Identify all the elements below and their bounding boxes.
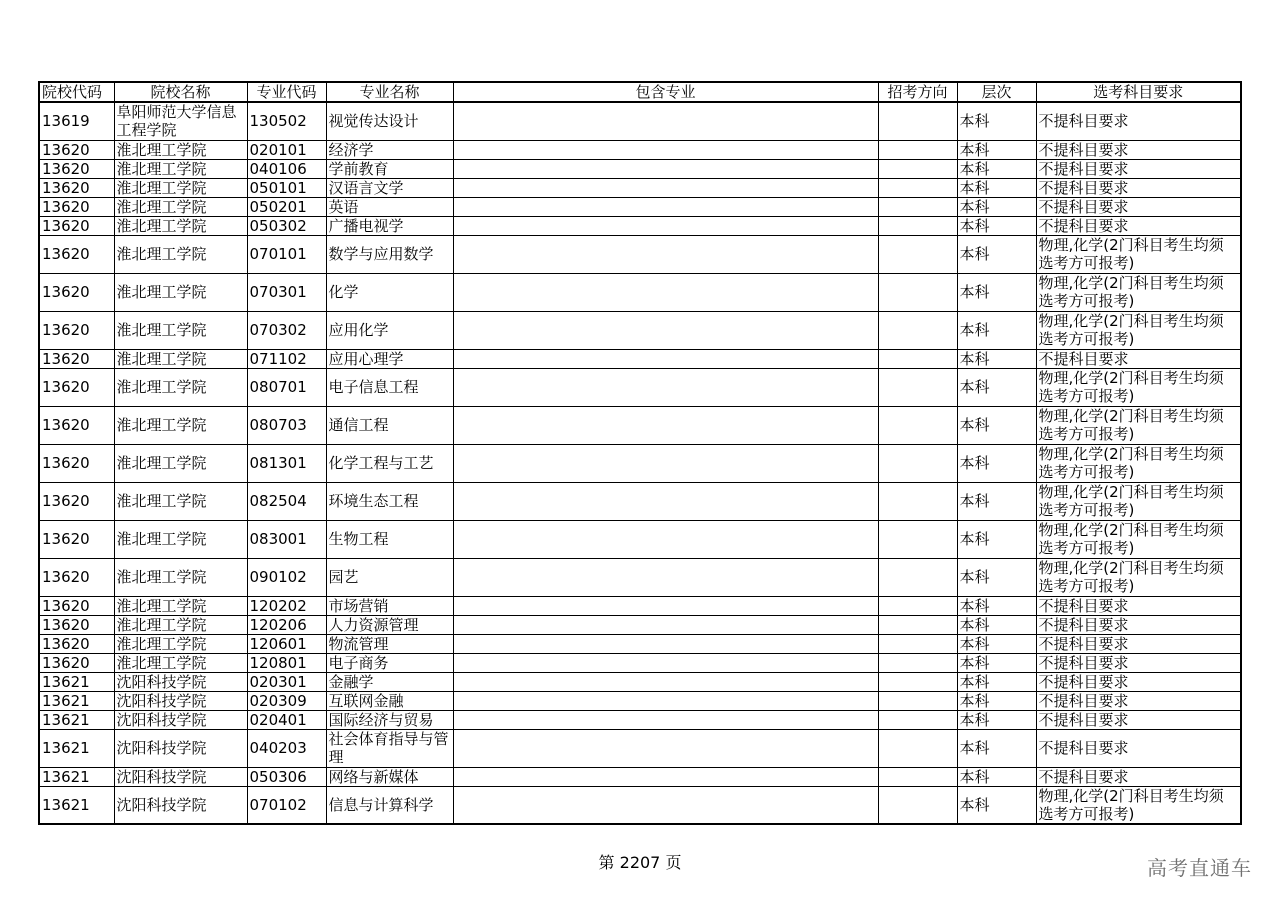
cell-major-name: 应用化学 [326, 311, 453, 349]
cell-major-name: 人力资源管理 [326, 615, 453, 634]
cell-major-code: 120202 [247, 596, 326, 615]
cell-level: 本科 [957, 691, 1036, 710]
cell-level: 本科 [957, 197, 1036, 216]
table-row [39, 615, 1241, 634]
cell-subject-requirement: 不提科目要求 [1036, 140, 1241, 159]
cell-subject-requirement: 不提科目要求 [1036, 634, 1241, 653]
cell-school-name: 淮北理工学院 [114, 634, 247, 653]
cell-school-code: 13621 [39, 786, 114, 824]
cell-subject-requirement: 不提科目要求 [1036, 729, 1241, 767]
cell-included-majors [453, 368, 878, 406]
cell-major-code: 070302 [247, 311, 326, 349]
cell-major-code: 120206 [247, 615, 326, 634]
cell-school-name: 淮北理工学院 [114, 140, 247, 159]
cell-major-name: 园艺 [326, 558, 453, 596]
cell-major-name: 通信工程 [326, 406, 453, 444]
cell-major-code: 070102 [247, 786, 326, 824]
cell-school-name: 淮北理工学院 [114, 558, 247, 596]
cell-level: 本科 [957, 596, 1036, 615]
cell-level: 本科 [957, 672, 1036, 691]
cell-major-code: 020301 [247, 672, 326, 691]
cell-level: 本科 [957, 767, 1036, 786]
cell-included-majors [453, 691, 878, 710]
cell-level: 本科 [957, 406, 1036, 444]
cell-subject-requirement: 不提科目要求 [1036, 197, 1241, 216]
cell-major-name: 汉语言文学 [326, 178, 453, 197]
cell-included-majors [453, 634, 878, 653]
cell-included-majors [453, 558, 878, 596]
cell-school-name: 淮北理工学院 [114, 349, 247, 368]
cell-major-name: 数学与应用数学 [326, 235, 453, 273]
cell-school-name: 沈阳科技学院 [114, 786, 247, 824]
cell-major-code: 050201 [247, 197, 326, 216]
table-row [39, 710, 1241, 729]
cell-major-name: 应用心理学 [326, 349, 453, 368]
cell-level: 本科 [957, 235, 1036, 273]
cell-level: 本科 [957, 178, 1036, 197]
cell-major-name: 学前教育 [326, 159, 453, 178]
cell-direction [878, 767, 957, 786]
cell-direction [878, 558, 957, 596]
cell-subject-requirement: 不提科目要求 [1036, 767, 1241, 786]
cell-school-name: 沈阳科技学院 [114, 710, 247, 729]
table-header-row [39, 82, 1241, 102]
cell-major-name: 环境生态工程 [326, 482, 453, 520]
cell-school-code: 13620 [39, 159, 114, 178]
cell-major-name: 电子商务 [326, 653, 453, 672]
cell-direction [878, 159, 957, 178]
cell-school-name: 淮北理工学院 [114, 444, 247, 482]
cell-included-majors [453, 140, 878, 159]
cell-direction [878, 349, 957, 368]
cell-school-code: 13619 [39, 102, 114, 140]
cell-major-name: 英语 [326, 197, 453, 216]
cell-subject-requirement: 物理,化学(2门科目考生均须选考方可报考) [1036, 482, 1241, 520]
cell-included-majors [453, 596, 878, 615]
table-row [39, 558, 1241, 596]
cell-subject-requirement: 物理,化学(2门科目考生均须选考方可报考) [1036, 406, 1241, 444]
cell-included-majors [453, 653, 878, 672]
cell-major-name: 化学工程与工艺 [326, 444, 453, 482]
cell-included-majors [453, 197, 878, 216]
cell-major-name: 网络与新媒体 [326, 767, 453, 786]
cell-level: 本科 [957, 349, 1036, 368]
cell-major-name: 生物工程 [326, 520, 453, 558]
enrollment-table [38, 81, 1242, 825]
cell-direction [878, 710, 957, 729]
cell-school-code: 13620 [39, 178, 114, 197]
cell-major-code: 040106 [247, 159, 326, 178]
cell-major-code: 120801 [247, 653, 326, 672]
cell-major-name: 互联网金融 [326, 691, 453, 710]
table-row [39, 311, 1241, 349]
header-cell: 包含专业 [453, 82, 878, 102]
cell-subject-requirement: 不提科目要求 [1036, 349, 1241, 368]
cell-major-code: 020309 [247, 691, 326, 710]
cell-direction [878, 311, 957, 349]
cell-subject-requirement: 不提科目要求 [1036, 159, 1241, 178]
table-row [39, 634, 1241, 653]
cell-direction [878, 482, 957, 520]
cell-level: 本科 [957, 159, 1036, 178]
table-row [39, 140, 1241, 159]
cell-school-name: 淮北理工学院 [114, 520, 247, 558]
cell-direction [878, 368, 957, 406]
table-row [39, 235, 1241, 273]
cell-subject-requirement: 不提科目要求 [1036, 691, 1241, 710]
cell-major-code: 080701 [247, 368, 326, 406]
cell-major-code: 090102 [247, 558, 326, 596]
cell-major-name: 社会体育指导与管理 [326, 729, 453, 767]
cell-school-code: 13620 [39, 311, 114, 349]
cell-major-code: 071102 [247, 349, 326, 368]
table-row [39, 482, 1241, 520]
cell-level: 本科 [957, 444, 1036, 482]
cell-included-majors [453, 216, 878, 235]
cell-school-name: 沈阳科技学院 [114, 767, 247, 786]
header-cell: 院校代码 [39, 82, 114, 102]
cell-school-code: 13620 [39, 235, 114, 273]
cell-school-code: 13620 [39, 368, 114, 406]
cell-school-name: 淮北理工学院 [114, 197, 247, 216]
cell-direction [878, 615, 957, 634]
cell-included-majors [453, 520, 878, 558]
table-row [39, 178, 1241, 197]
cell-subject-requirement: 不提科目要求 [1036, 216, 1241, 235]
table-row [39, 444, 1241, 482]
table-row [39, 691, 1241, 710]
cell-included-majors [453, 482, 878, 520]
cell-school-name: 淮北理工学院 [114, 159, 247, 178]
table-row [39, 786, 1241, 824]
cell-major-name: 视觉传达设计 [326, 102, 453, 140]
cell-subject-requirement: 物理,化学(2门科目考生均须选考方可报考) [1036, 786, 1241, 824]
cell-included-majors [453, 349, 878, 368]
cell-school-name: 淮北理工学院 [114, 273, 247, 311]
cell-major-code: 130502 [247, 102, 326, 140]
cell-included-majors [453, 235, 878, 273]
cell-major-code: 070301 [247, 273, 326, 311]
cell-major-name: 金融学 [326, 672, 453, 691]
cell-major-name: 化学 [326, 273, 453, 311]
cell-included-majors [453, 311, 878, 349]
cell-school-code: 13620 [39, 634, 114, 653]
cell-school-code: 13620 [39, 558, 114, 596]
cell-included-majors [453, 729, 878, 767]
cell-subject-requirement: 物理,化学(2门科目考生均须选考方可报考) [1036, 235, 1241, 273]
cell-school-code: 13621 [39, 767, 114, 786]
header-cell: 层次 [957, 82, 1036, 102]
cell-school-name: 沈阳科技学院 [114, 672, 247, 691]
cell-school-name: 淮北理工学院 [114, 178, 247, 197]
cell-subject-requirement: 物理,化学(2门科目考生均须选考方可报考) [1036, 311, 1241, 349]
table-row [39, 197, 1241, 216]
table-row [39, 767, 1241, 786]
cell-level: 本科 [957, 482, 1036, 520]
cell-level: 本科 [957, 273, 1036, 311]
cell-direction [878, 672, 957, 691]
cell-major-code: 083001 [247, 520, 326, 558]
cell-school-name: 淮北理工学院 [114, 406, 247, 444]
cell-major-name: 物流管理 [326, 634, 453, 653]
cell-subject-requirement: 不提科目要求 [1036, 102, 1241, 140]
cell-included-majors [453, 273, 878, 311]
cell-school-code: 13620 [39, 653, 114, 672]
cell-direction [878, 691, 957, 710]
cell-school-name: 沈阳科技学院 [114, 691, 247, 710]
header-cell: 招考方向 [878, 82, 957, 102]
cell-major-code: 081301 [247, 444, 326, 482]
cell-included-majors [453, 615, 878, 634]
cell-school-code: 13620 [39, 197, 114, 216]
cell-major-code: 050306 [247, 767, 326, 786]
cell-level: 本科 [957, 311, 1036, 349]
cell-direction [878, 178, 957, 197]
cell-direction [878, 216, 957, 235]
cell-school-code: 13620 [39, 349, 114, 368]
cell-major-code: 020401 [247, 710, 326, 729]
table-row [39, 406, 1241, 444]
cell-subject-requirement: 物理,化学(2门科目考生均须选考方可报考) [1036, 520, 1241, 558]
header-cell: 专业代码 [247, 82, 326, 102]
cell-direction [878, 520, 957, 558]
cell-included-majors [453, 710, 878, 729]
table-row [39, 368, 1241, 406]
table-row [39, 273, 1241, 311]
cell-subject-requirement: 不提科目要求 [1036, 596, 1241, 615]
cell-school-code: 13620 [39, 596, 114, 615]
cell-school-name: 淮北理工学院 [114, 311, 247, 349]
cell-school-code: 13620 [39, 482, 114, 520]
cell-school-name: 淮北理工学院 [114, 482, 247, 520]
table-row [39, 729, 1241, 767]
cell-level: 本科 [957, 520, 1036, 558]
cell-subject-requirement: 不提科目要求 [1036, 710, 1241, 729]
cell-direction [878, 140, 957, 159]
cell-major-code: 040203 [247, 729, 326, 767]
cell-school-name: 淮北理工学院 [114, 216, 247, 235]
cell-major-code: 020101 [247, 140, 326, 159]
cell-level: 本科 [957, 653, 1036, 672]
cell-level: 本科 [957, 140, 1036, 159]
cell-level: 本科 [957, 368, 1036, 406]
cell-school-code: 13620 [39, 406, 114, 444]
cell-subject-requirement: 物理,化学(2门科目考生均须选考方可报考) [1036, 444, 1241, 482]
cell-level: 本科 [957, 558, 1036, 596]
cell-major-code: 070101 [247, 235, 326, 273]
cell-level: 本科 [957, 615, 1036, 634]
cell-school-name: 阜阳师范大学信息工程学院 [114, 102, 247, 140]
cell-school-code: 13621 [39, 691, 114, 710]
cell-school-code: 13621 [39, 672, 114, 691]
cell-direction [878, 596, 957, 615]
cell-direction [878, 235, 957, 273]
cell-school-name: 淮北理工学院 [114, 235, 247, 273]
cell-school-code: 13621 [39, 710, 114, 729]
cell-school-code: 13620 [39, 444, 114, 482]
cell-subject-requirement: 物理,化学(2门科目考生均须选考方可报考) [1036, 273, 1241, 311]
header-cell: 院校名称 [114, 82, 247, 102]
cell-subject-requirement: 物理,化学(2门科目考生均须选考方可报考) [1036, 558, 1241, 596]
cell-included-majors [453, 767, 878, 786]
cell-direction [878, 444, 957, 482]
cell-major-name: 广播电视学 [326, 216, 453, 235]
cell-direction [878, 406, 957, 444]
cell-level: 本科 [957, 216, 1036, 235]
header-cell: 专业名称 [326, 82, 453, 102]
cell-major-code: 050101 [247, 178, 326, 197]
cell-major-name: 信息与计算科学 [326, 786, 453, 824]
cell-major-code: 050302 [247, 216, 326, 235]
cell-school-code: 13620 [39, 216, 114, 235]
cell-school-name: 淮北理工学院 [114, 368, 247, 406]
cell-direction [878, 634, 957, 653]
cell-school-name: 沈阳科技学院 [114, 729, 247, 767]
cell-level: 本科 [957, 710, 1036, 729]
cell-direction [878, 786, 957, 824]
cell-major-code: 120601 [247, 634, 326, 653]
cell-major-name: 电子信息工程 [326, 368, 453, 406]
cell-major-code: 080703 [247, 406, 326, 444]
cell-direction [878, 653, 957, 672]
table-row [39, 653, 1241, 672]
cell-included-majors [453, 672, 878, 691]
table-row [39, 349, 1241, 368]
cell-subject-requirement: 不提科目要求 [1036, 615, 1241, 634]
cell-level: 本科 [957, 102, 1036, 140]
table-row [39, 159, 1241, 178]
cell-included-majors [453, 178, 878, 197]
cell-major-name: 市场营销 [326, 596, 453, 615]
table-row [39, 596, 1241, 615]
cell-level: 本科 [957, 729, 1036, 767]
cell-major-name: 经济学 [326, 140, 453, 159]
table-row [39, 672, 1241, 691]
page-number: 第 2207 页 [598, 853, 682, 872]
cell-school-code: 13620 [39, 140, 114, 159]
cell-school-code: 13620 [39, 520, 114, 558]
cell-school-name: 淮北理工学院 [114, 653, 247, 672]
table-row [39, 520, 1241, 558]
cell-subject-requirement: 不提科目要求 [1036, 653, 1241, 672]
cell-subject-requirement: 物理,化学(2门科目考生均须选考方可报考) [1036, 368, 1241, 406]
table-body [39, 102, 1241, 824]
cell-major-name: 国际经济与贸易 [326, 710, 453, 729]
watermark-logo: 高考直通车 [1147, 856, 1252, 880]
cell-school-code: 13620 [39, 615, 114, 634]
cell-direction [878, 273, 957, 311]
table-row [39, 216, 1241, 235]
cell-direction [878, 197, 957, 216]
cell-school-name: 淮北理工学院 [114, 596, 247, 615]
cell-major-code: 082504 [247, 482, 326, 520]
cell-subject-requirement: 不提科目要求 [1036, 178, 1241, 197]
cell-included-majors [453, 102, 878, 140]
cell-included-majors [453, 786, 878, 824]
cell-school-code: 13621 [39, 729, 114, 767]
cell-subject-requirement: 不提科目要求 [1036, 672, 1241, 691]
cell-level: 本科 [957, 634, 1036, 653]
cell-direction [878, 729, 957, 767]
cell-school-code: 13620 [39, 273, 114, 311]
cell-included-majors [453, 159, 878, 178]
table-row [39, 102, 1241, 140]
header-cell: 选考科目要求 [1036, 82, 1241, 102]
cell-direction [878, 102, 957, 140]
cell-level: 本科 [957, 786, 1036, 824]
cell-school-name: 淮北理工学院 [114, 615, 247, 634]
cell-included-majors [453, 444, 878, 482]
cell-included-majors [453, 406, 878, 444]
